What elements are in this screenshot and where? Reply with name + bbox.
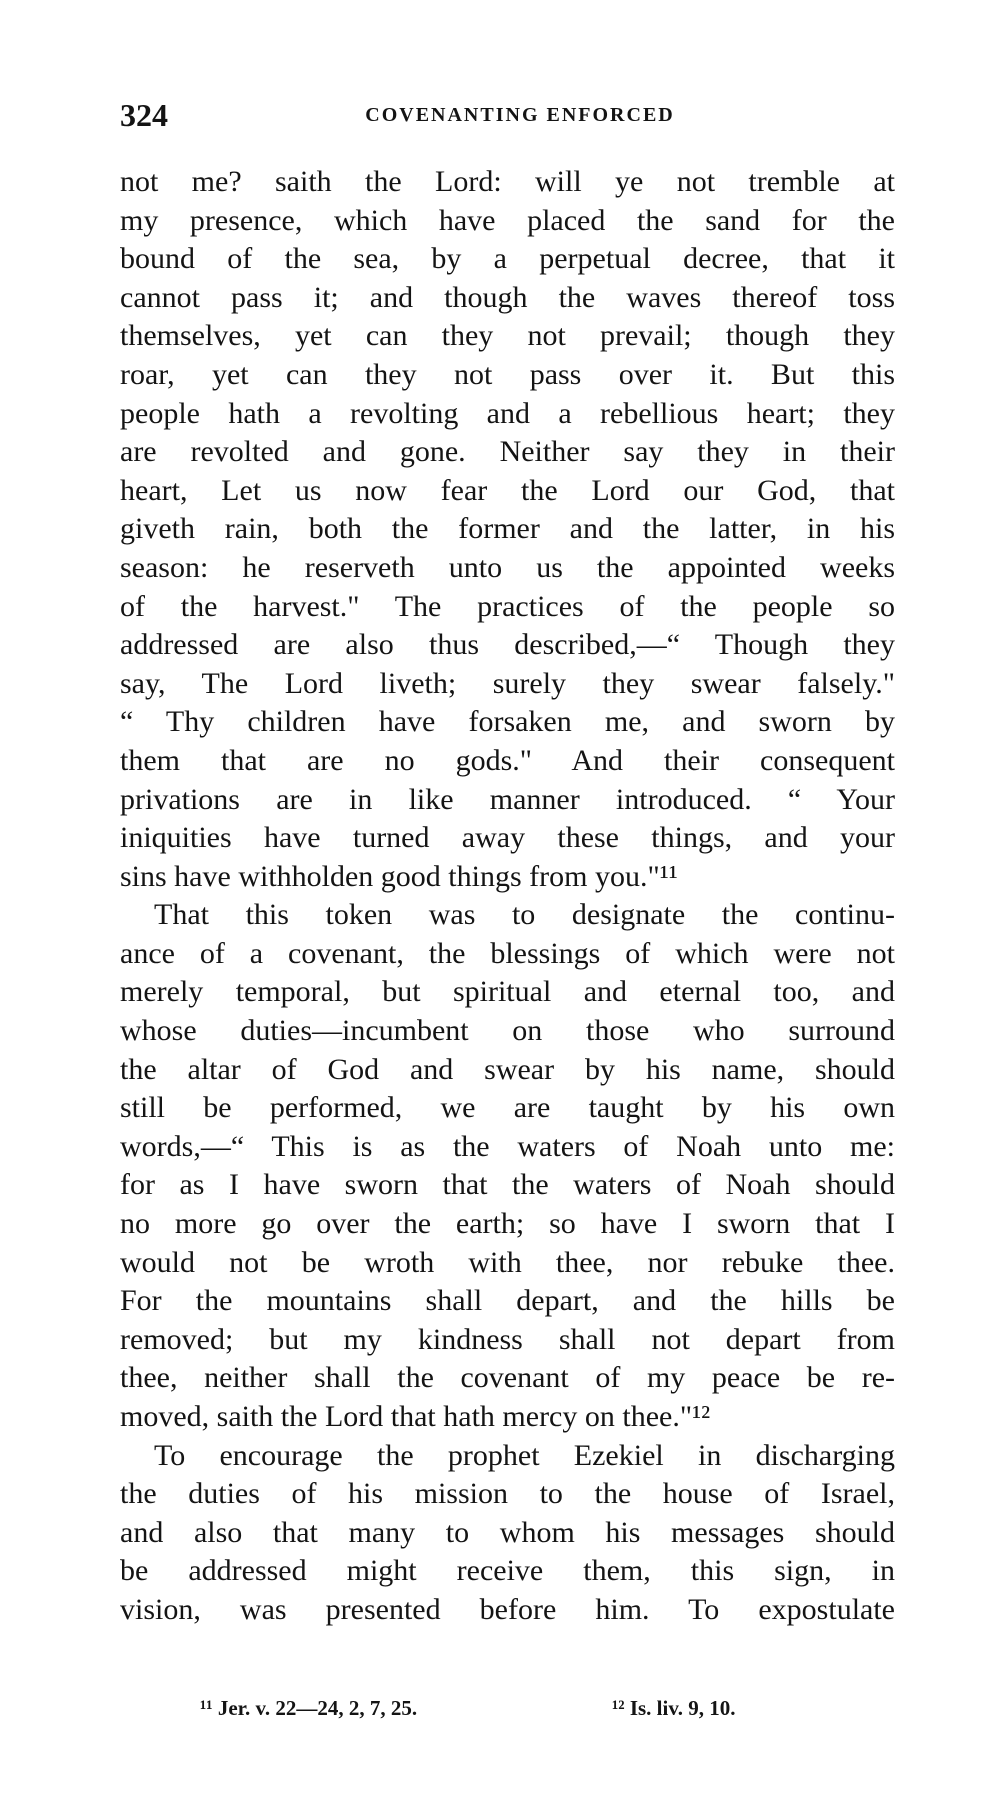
text-line: addressed are also thus described,—“ Though they bbox=[120, 628, 895, 662]
text-line: To encourage the prophet Ezekiel in discharging bbox=[154, 1438, 895, 1472]
text-line: would not be wroth with thee, nor rebuke thee. bbox=[120, 1245, 895, 1279]
text-line: cannot pass it; and though the waves thereof toss bbox=[120, 280, 895, 314]
body-text bbox=[120, 163, 895, 1630]
paragraph bbox=[120, 896, 895, 1436]
text-line: and also that many to whom his messages should bbox=[120, 1515, 895, 1549]
footnotes bbox=[200, 1693, 840, 1727]
running-head bbox=[120, 95, 900, 145]
text-line: words,—“ This is as the waters of Noah unto me: bbox=[120, 1129, 895, 1163]
paragraph bbox=[120, 163, 895, 896]
text-line: say, The Lord liveth; surely they swear falsely." bbox=[120, 666, 895, 700]
page-number: 324 bbox=[120, 97, 168, 133]
text-line: whose duties—incumbent on those who surround bbox=[120, 1014, 895, 1048]
text-line: removed; but my kindness shall not depart from bbox=[120, 1322, 895, 1356]
text-line: still be performed, we are taught by his own bbox=[120, 1091, 895, 1125]
text-line: giveth rain, both the former and the latter, in his bbox=[120, 512, 895, 546]
text-line: are revolted and gone. Neither say they in their bbox=[120, 435, 895, 469]
running-title: COVENANTING ENFORCED bbox=[365, 104, 675, 126]
text-line: no more go over the earth; so have I sworn that I bbox=[120, 1207, 895, 1241]
text-line: roar, yet can they not pass over it. But this bbox=[120, 357, 895, 391]
text-line: ance of a covenant, the blessings of which were not bbox=[120, 936, 895, 970]
text-line: vision, was presented before him. To expostulate bbox=[120, 1592, 895, 1626]
text-line: people hath a revolting and a rebellious heart; they bbox=[120, 396, 895, 430]
text-line: sins have withholden good things from you."¹¹ bbox=[120, 859, 678, 893]
text-line: them that are no gods." And their consequent bbox=[120, 743, 895, 777]
text-line: That this token was to designate the continu- bbox=[154, 898, 895, 932]
paragraph bbox=[120, 1437, 895, 1630]
text-line: merely temporal, but spiritual and eternal too, and bbox=[120, 975, 895, 1009]
text-line: heart, Let us now fear the Lord our God, that bbox=[120, 473, 895, 507]
text-line: not me? saith the Lord: will ye not tremble at bbox=[120, 165, 895, 198]
text-line: the duties of his mission to the house of Israel, bbox=[120, 1477, 895, 1511]
text-line: themselves, yet can they not prevail; though they bbox=[120, 319, 895, 353]
footnote-11: ¹¹ Jer. v. 22—24, 2, 7, 25. bbox=[200, 1696, 418, 1720]
text-line: the altar of God and swear by his name, should bbox=[120, 1052, 895, 1086]
text-line: iniquities have turned away these things, and your bbox=[120, 821, 895, 855]
text-line: be addressed might receive them, this sign, in bbox=[120, 1554, 895, 1588]
text-line: of the harvest." The practices of the people so bbox=[120, 589, 895, 623]
text-line: bound of the sea, by a perpetual decree, that it bbox=[120, 242, 895, 276]
text-line: privations are in like manner introduced. “ Your bbox=[120, 782, 895, 816]
footnote-12: ¹² Is. liv. 9, 10. bbox=[612, 1696, 736, 1720]
text-line: season: he reserveth unto us the appointed weeks bbox=[120, 550, 895, 584]
text-line: for as I have sworn that the waters of Noah should bbox=[120, 1168, 895, 1202]
text-line: “ Thy children have forsaken me, and sworn by bbox=[120, 705, 895, 739]
text-line: moved, saith the Lord that hath mercy on thee."¹² bbox=[120, 1400, 711, 1433]
text-line: my presence, which have placed the sand for the bbox=[120, 203, 895, 237]
text-line: thee, neither shall the covenant of my peace be re- bbox=[120, 1361, 895, 1395]
text-line: For the mountains shall depart, and the hills be bbox=[120, 1284, 895, 1318]
